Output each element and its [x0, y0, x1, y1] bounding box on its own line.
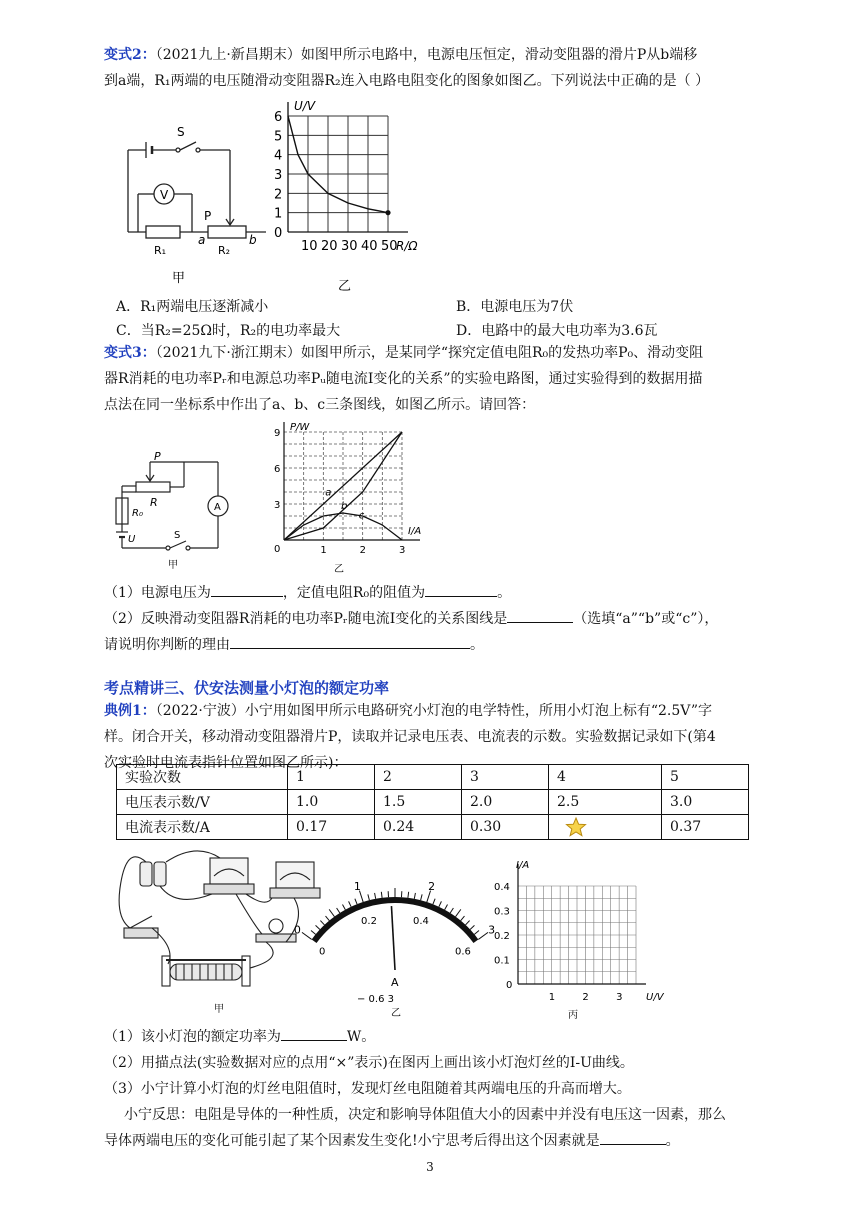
dial-tick	[320, 921, 324, 925]
dial-tick	[375, 893, 376, 899]
resistor-r0-label: R₀	[132, 508, 143, 519]
dial-tick	[329, 909, 334, 916]
answer-blank-power[interactable]	[281, 1026, 347, 1041]
dial-tick	[439, 901, 442, 906]
x-axis-label: I/A	[408, 526, 422, 537]
dial-inner-label: 0	[319, 946, 326, 958]
y-tick-label: 4	[274, 148, 283, 164]
page-number: 3	[426, 1160, 434, 1174]
variant2-stem: 变式2：（2021九上·新昌期末）如图甲所示电路中，电源电压恒定，滑动变阻器的滑片P从b端移 到a端，R₁两端的电压随滑动变阻器R₂连入电路电阻变化的图象如图乙。下列说法中正确的是（ ）	[104, 47, 710, 89]
caption-yi-v3: 乙	[334, 564, 344, 575]
dial-tick	[355, 899, 357, 905]
end-point	[385, 210, 390, 215]
x-tick-label: 30	[341, 239, 358, 254]
y-axis-label: U/V	[294, 99, 316, 113]
switch-label: S	[177, 125, 185, 139]
series-label-c: c	[358, 510, 365, 522]
series-label-b: b	[341, 500, 348, 512]
table-row: 电流表示数/A 0.17 0.24 0.30 0.37	[117, 815, 749, 840]
x-tick-label: 40	[361, 239, 378, 254]
x-axis-label: U/V	[646, 992, 664, 1003]
option-a[interactable]: A．R₁两端电压逐渐减小	[116, 299, 269, 315]
y-tick-label: 9	[274, 428, 281, 439]
option-c[interactable]: C．当R₂=25Ω时，R₂的电功率最大	[116, 323, 341, 339]
y-tick-label: 2	[274, 187, 283, 203]
table-row: 实验次数 1 2 3 4 5	[117, 765, 749, 790]
variant3-stem: 变式3：（2021九下·浙江期末）如图甲所示，是某同学“探究定值电阻R₀的发热功率P₀、滑动变阻 器R消耗的电功率Pᵣ和电源总功率Pᵤ随电流I变化的关系”的实验电路图，通过实验得到的数据用描 点法在同一坐标系中作出了a、b、c三条图线，如图乙所示。请回答：	[104, 345, 704, 413]
dial-tick	[349, 901, 352, 906]
circuit-diagram-jia-v2	[118, 120, 278, 290]
dial-tick	[456, 909, 461, 916]
dial-tick	[474, 931, 479, 935]
example1-questions: （1）该小灯泡的额定功率为 W。 （2）用描点法(实验数据对应的点用“×”表示)在图丙上画出该小灯泡灯丝的I-U曲线。 （3）小宁计算小灯泡的灯丝电阻值时，发现灯丝电阻随着其两端电压的升高而增大。 小宁反思：电阻是导体的一种性质，决定和影响导体阻值大小的因素中并没有电压这一因素，那么 导体两端电压的变化可能引起了某个因素发生变化!小宁思考后得出这个因素就是 。	[104, 1024, 774, 1154]
dial-tick	[326, 916, 330, 921]
y-tick-label: 1	[274, 206, 283, 222]
y-tick-label: 3	[274, 500, 281, 511]
section-title: 考点精讲三、伏安法测量小灯泡的额定功率	[104, 679, 390, 697]
star-icon	[565, 817, 587, 837]
dial-tick	[470, 925, 474, 929]
chart-p-vs-i	[262, 418, 438, 578]
x-tick-label: 10	[301, 239, 318, 254]
dial-tick	[414, 893, 415, 899]
x-tick-label: 2	[359, 545, 367, 556]
answer-blank-r0[interactable]	[425, 582, 497, 597]
x-tick-label: 20	[321, 239, 338, 254]
example1-stem: 典例1：（2022·宁波）小宁用如图甲所示电路研究小灯泡的电学特性，所用小灯泡上标有“2.5V”字 样。闭合开关，移动滑动变阻器滑片P，读取并记录电压表、电流表的示数。实验数据记录如下(第4 次实验时电流表指针位置如图乙所示)：	[104, 703, 716, 771]
dial-outer-label: 2	[428, 879, 436, 893]
rheostat-r-label: R	[150, 496, 158, 509]
switch-s-label: S	[174, 530, 181, 541]
circuit-diagram-jia-v3	[112, 450, 242, 575]
answer-blank-line[interactable]	[507, 608, 573, 623]
dial-tick	[461, 916, 465, 921]
y-axis-label: I/A	[516, 860, 530, 871]
slider-label: P	[204, 209, 212, 223]
dial-inner-label: 0.6	[454, 946, 471, 958]
x-tick-label: 2	[582, 992, 589, 1003]
dial-inner-label: 0.4	[412, 916, 429, 928]
y-tick-label: 6	[274, 464, 281, 475]
y-axis-label: P/W	[290, 422, 310, 433]
ammeter-dial	[293, 879, 496, 1019]
answer-blank-reason[interactable]	[230, 634, 470, 649]
dial-tick	[381, 892, 382, 898]
star-cell	[549, 815, 662, 840]
y-tick-label: 0.2	[494, 931, 510, 942]
dial-inner-label: 0.2	[361, 916, 377, 928]
y-tick-label: 0.3	[494, 906, 510, 918]
caption-jia: 甲	[172, 271, 186, 286]
y-tick-label: 0.4	[494, 882, 510, 893]
y-tick-label: 6	[274, 110, 283, 125]
dial-tick	[368, 894, 369, 900]
y-tick-label: 5	[274, 129, 283, 145]
option-b[interactable]: B．电源电压为7伏	[456, 299, 574, 315]
dial-unit: A	[391, 976, 399, 989]
origin-label: 0	[274, 544, 281, 555]
caption-ammeter: 乙	[391, 1008, 401, 1019]
slider-p-label: P	[154, 450, 161, 463]
x-tick-label: 1	[320, 545, 327, 556]
dial-arc	[314, 900, 476, 941]
dial-needle	[391, 906, 395, 970]
voltmeter-label: V	[160, 188, 169, 202]
x-tick-label: 3	[616, 992, 623, 1003]
end-a-label: a	[198, 233, 206, 247]
r1-label: R₁	[154, 244, 167, 257]
y-tick-label: 3	[274, 168, 283, 183]
dial-tick	[433, 899, 435, 905]
chart-i-vs-u	[484, 858, 664, 1022]
r2-label: R₂	[218, 244, 231, 257]
data-curve	[288, 116, 388, 213]
caption-apparatus: 甲	[214, 1004, 224, 1015]
y-tick-label: 0	[274, 226, 283, 241]
end-b-label: b	[249, 233, 257, 247]
option-d[interactable]: D．电路中的最大电功率为3.6瓦	[456, 323, 658, 339]
dial-outer-label: 3	[488, 923, 496, 937]
x-tick-label: 3	[399, 545, 406, 556]
series-label-a: a	[325, 487, 332, 499]
dial-tick	[408, 892, 409, 898]
dial-tick	[342, 904, 345, 909]
dial-tick	[450, 908, 453, 913]
answer-blank-factor[interactable]	[600, 1130, 666, 1145]
chart-u-vs-r	[258, 96, 438, 292]
caption-jia-v3: 甲	[168, 560, 178, 571]
dial-outer-label: 0	[293, 923, 301, 937]
dial-tick	[337, 908, 340, 913]
y-tick-label: 0.1	[494, 955, 510, 967]
caption-yi: 乙	[338, 279, 352, 294]
dial-tick	[466, 921, 470, 925]
variant3-questions: （1）电源电压为 ，定值电阻R₀的阻值为 。 （2）反映滑动变阻器R消耗的电功率Pᵣ随电流I变化的关系图线是 （选填“a”“b”或“c”）， 请说明你判断的理由 。	[104, 580, 774, 658]
caption-bing: 丙	[568, 1010, 578, 1021]
x-axis-label: R/Ω	[396, 239, 418, 253]
answer-blank-voltage[interactable]	[211, 582, 283, 597]
dial-tick	[445, 904, 448, 909]
x-tick-label: 1	[548, 992, 556, 1003]
dial-outer-label: 1	[353, 879, 361, 893]
x-tick-label: 50	[381, 239, 398, 254]
dial-tick	[421, 894, 422, 900]
origin-label: 0	[506, 980, 513, 991]
dial-terminals: − 0.6 3	[357, 994, 395, 1005]
table-row: 电压表示数/V 1.0 1.5 2.0 2.5 3.0	[117, 790, 749, 815]
source-u-label: U	[128, 534, 136, 545]
data-table	[116, 764, 749, 840]
ammeter-label: A	[214, 502, 221, 513]
